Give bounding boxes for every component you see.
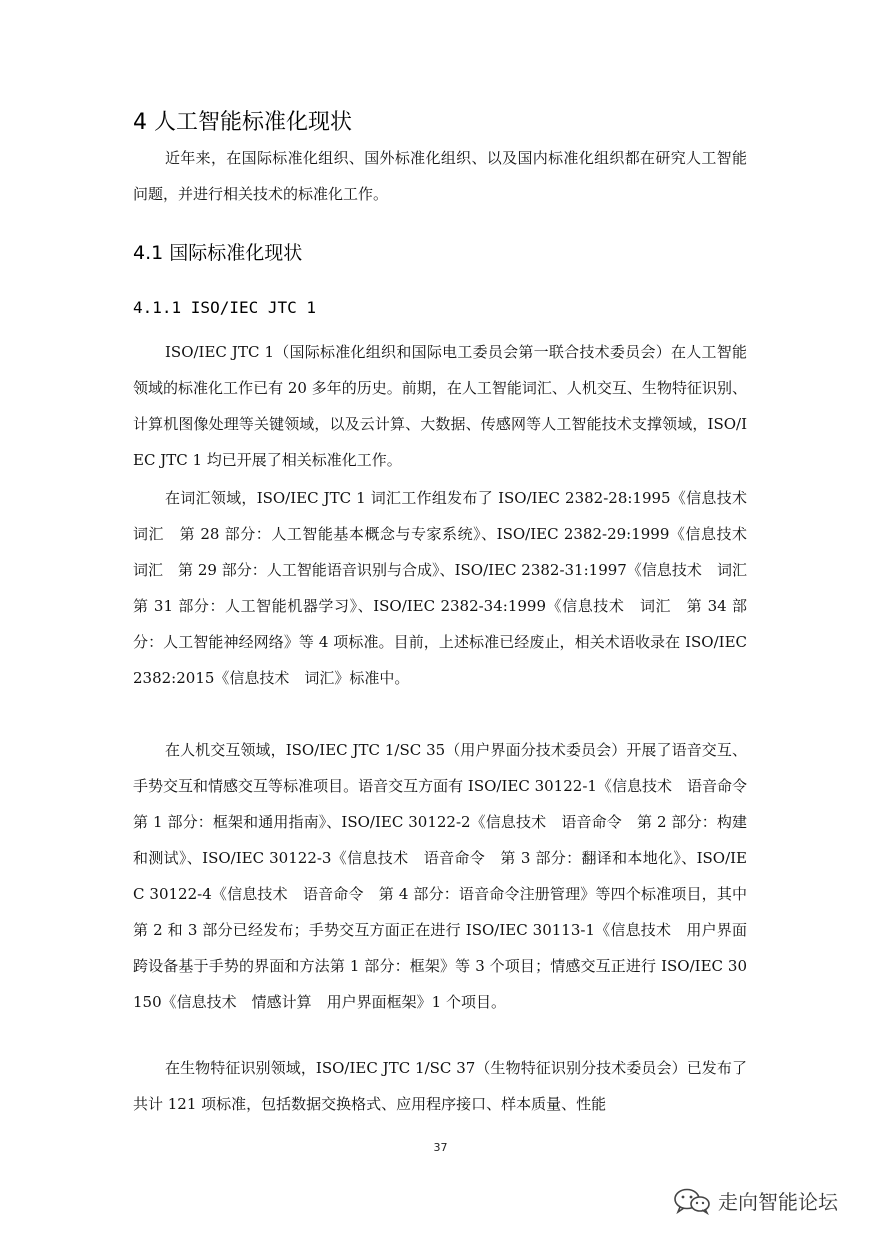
subsection-heading: 4.1 国际标准化现状: [133, 242, 303, 264]
page-number: 37: [433, 1141, 448, 1154]
body-paragraph: 在词汇领域，ISO/IEC JTC 1 词汇工作组发布了 ISO/IEC 2382-28:1995《信息技术 词汇 第 28 部分：人工智能基本概念与专家系统》、ISO/IEC 2382-29:1999《信息技术 词汇 第 29 部分：人工智能语音识别与合成》、ISO/IEC 2382-31:1997《信息技术 词汇 第 31 部分：人工智能机器学习》、ISO/IEC 2382-34:1999《信息技术 词汇 第 34 部分：人工智能神经网络》等 4 项标准。目前，上述标准已经废止，相关术语收录在 ISO/IEC 2382:2015《信息技术 词汇》标准中。: [133, 489, 763, 687]
watermark: [672, 1186, 838, 1215]
body-paragraph: ISO/IEC JTC 1（国际标准化组织和国际电工委员会第一联合技术委员会）在人工智能领域的标准化工作已有 20 多年的历史。前期，在人工智能词汇、人机交互、生物特征识别、计算机图像处理等关键领域，以及云计算、大数据、传感网等人工智能技术支撑领域，ISO/IEC JTC 1 均已开展了相关标准化工作。: [133, 343, 747, 469]
body-paragraph: 在生物特征识别领域，ISO/IEC JTC 1/SC 37（生物特征识别分技术委员会）已发布了共计 121 项标准，包括数据交换格式、应用程序接口、样本质量、性能: [133, 1059, 747, 1113]
wechat-icon: [672, 1187, 712, 1215]
subsubsection-heading: 4.1.1 ISO/IEC JTC 1: [133, 298, 317, 317]
watermark-text: 走向智能论坛: [718, 1190, 838, 1214]
section-heading: 4 人工智能标准化现状: [133, 110, 352, 135]
intro-paragraph: 近年来，在国际标准化组织、国外标准化组织、以及国内标准化组织都在研究人工智能问题，并进行相关技术的标准化工作。: [133, 149, 747, 203]
body-paragraph: 在人机交互领域，ISO/IEC JTC 1/SC 35（用户界面分技术委员会）开展了语音交互、手势交互和情感交互等标准项目。语音交互方面有 ISO/IEC 30122-1《信息技术 语音命令 第 1 部分：框架和通用指南》、ISO/IEC 30122-2《信息技术 语音命令 第 2 部分：构建和测试》、ISO/IEC 30122-3《信息技术 语音命令 第 3 部分：翻译和本地化》、ISO/IEC 30122-4《信息技术 语音命令 第 4 部分：语音命令注册管理》等四个标准项目，其中第 2 和 3 部分已经发布；手势交互方面正在进行 ISO/IEC 30113-1《信息技术 用户界面 跨设备基于手势的界面和方法第 1 部分：框架》等 3 个项目；情感交互正进行 ISO/IEC 30150《信息技术 情感计算 用户界面框架》1 个项目。: [133, 741, 763, 1011]
